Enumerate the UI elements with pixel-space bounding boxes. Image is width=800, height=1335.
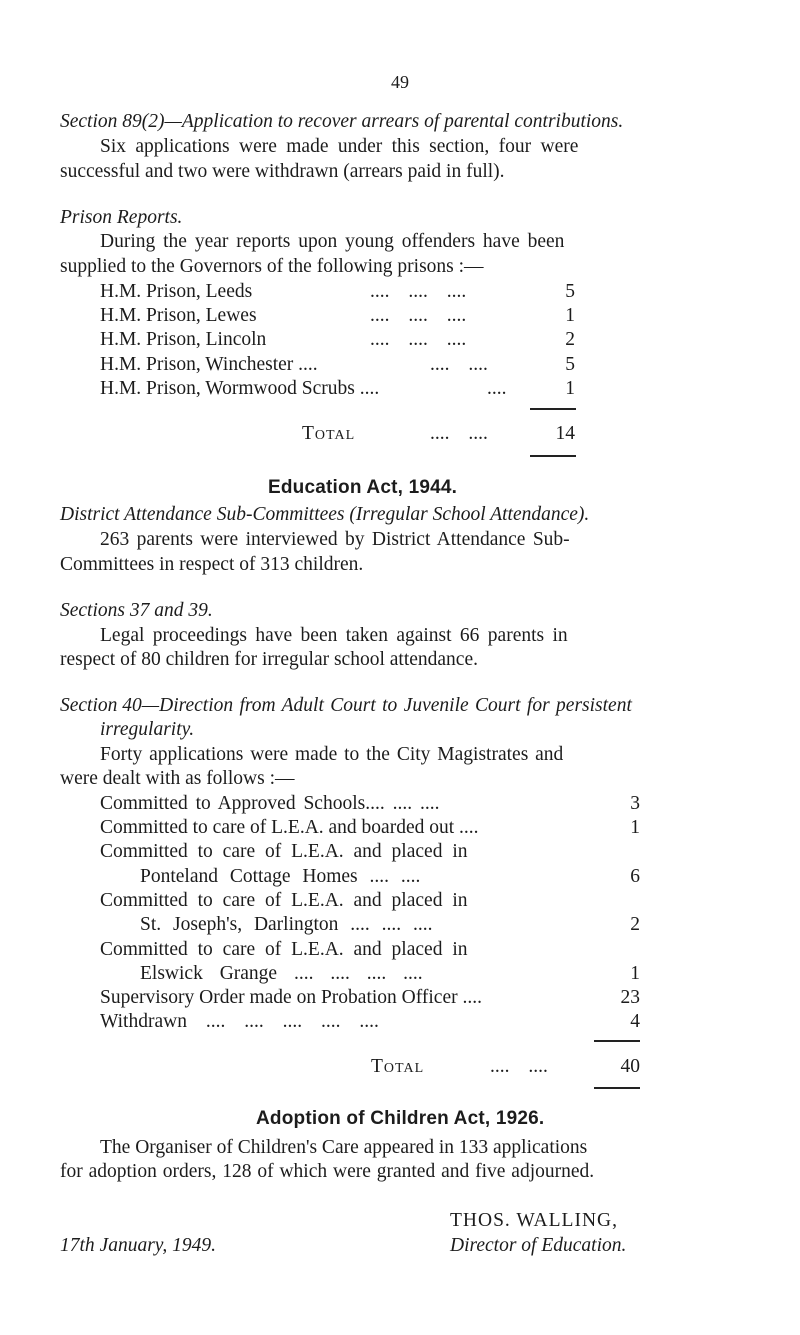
prison-row-dots: .... .... .... <box>370 305 467 326</box>
prison-row-dots: .... .... .... <box>370 281 467 302</box>
district-body-line-1: 263 parents were interviewed by District Attendance Sub- <box>100 529 570 550</box>
disposal-row-value: 4 <box>630 1011 640 1032</box>
education-act-heading: Education Act, 1944. <box>268 477 458 498</box>
disposal-row-value: 2 <box>630 914 640 935</box>
disposal-row-text-cont: Elswick Grange .... .... .... .... <box>140 963 423 984</box>
prison-row-dots: .... <box>487 378 507 399</box>
prison-row-label: H.M. Prison, Leeds <box>100 281 253 302</box>
signature-title: Director of Education. <box>450 1235 627 1256</box>
prison-total-value: 14 <box>555 423 575 444</box>
section-40-total-value: 40 <box>620 1056 640 1077</box>
disposal-row-text: Committed to care of L.E.A. and placed in <box>100 890 468 911</box>
district-body-line-2: Committees in respect of 313 children. <box>60 554 364 575</box>
prison-intro-line-1: During the year reports upon young offenders have been <box>100 231 565 252</box>
disposal-row-value: 3 <box>630 793 640 814</box>
disposal-row-text: Withdrawn .... .... .... .... .... <box>100 1011 379 1032</box>
prison-row-value: 5 <box>565 354 575 375</box>
section-40-total-rule-bottom <box>594 1087 640 1089</box>
adoption-body-line-2: for adoption orders, 128 of which were granted and five adjourned. <box>60 1161 595 1182</box>
prison-intro-line-2: supplied to the Governors of the following prisons :— <box>60 256 484 277</box>
section-89-number: Section 89(2)— <box>60 111 182 132</box>
section-89-body-line-1: Six applications were made under this section, four were <box>100 136 579 157</box>
prison-row-label: H.M. Prison, Winchester .... <box>100 354 318 375</box>
disposal-row-text: Supervisory Order made on Probation Officer .... <box>100 987 482 1008</box>
prison-reports-heading: Prison Reports. <box>60 207 183 228</box>
prison-row-dots: .... .... .... <box>370 329 467 350</box>
disposal-row-text: Committed to care of L.E.A. and placed in <box>100 841 468 862</box>
adoption-body-line-1: The Organiser of Children's Care appeared in 133 applications <box>100 1137 588 1158</box>
district-attendance-heading: District Attendance Sub-Committees (Irregular School Attendance). <box>60 504 590 525</box>
section-40-number: Section 40— <box>60 695 160 716</box>
section-89-body-line-2: successful and two were withdrawn (arrears paid in full). <box>60 161 505 182</box>
prison-row-label: H.M. Prison, Lewes <box>100 305 257 326</box>
disposal-row-value: 1 <box>630 963 640 984</box>
section-40-heading <box>60 694 632 718</box>
section-40-total-dots: .... .... <box>490 1056 548 1077</box>
section-40-total-label: Total <box>371 1056 425 1077</box>
prison-row-dots: .... .... <box>430 354 488 375</box>
prison-row-value: 2 <box>565 329 575 350</box>
section-40-body-line-1: Forty applications were made to the City Magistrates and <box>100 744 564 765</box>
section-40-body-line-2: were dealt with as follows :— <box>60 768 295 789</box>
prison-total-label: Total <box>302 423 356 444</box>
prison-row-label: H.M. Prison, Lincoln <box>100 329 267 350</box>
disposal-row-value: 1 <box>630 817 640 838</box>
disposal-row-text-cont: St. Joseph's, Darlington .... .... .... <box>140 914 433 935</box>
signature-name: THOS. WALLING, <box>450 1210 619 1231</box>
prison-total-rule-top <box>530 408 576 410</box>
section-89-title: Application to recover arrears of parental contributions. <box>181 111 624 132</box>
disposal-row-text: Committed to care of L.E.A. and placed in <box>100 939 468 960</box>
signature-date <box>60 1234 216 1258</box>
disposal-row-text-cont: Ponteland Cottage Homes .... .... <box>140 866 421 887</box>
section-89-heading <box>60 110 623 134</box>
disposal-row-text: Committed to Approved Schools.... .... .... <box>100 793 440 814</box>
disposal-row-text: Committed to care of L.E.A. and boarded out .... <box>100 817 479 838</box>
prison-total-dots: .... .... <box>430 423 488 444</box>
prison-row-value: 1 <box>565 378 575 399</box>
page-number: 49 <box>391 72 409 92</box>
sections-37-39-body-line-1: Legal proceedings have been taken against 66 parents in <box>100 625 568 646</box>
section-40-total-rule-top <box>594 1040 640 1042</box>
section-40-heading-cont: irregularity. <box>100 719 195 740</box>
signature-date-text: 17th January, 1949. <box>60 1235 216 1256</box>
adoption-act-heading: Adoption of Children Act, 1926. <box>256 1108 545 1129</box>
prison-row-value: 1 <box>565 305 575 326</box>
disposal-row-value: 6 <box>630 866 640 887</box>
disposal-row-value: 23 <box>620 987 640 1008</box>
sections-37-39-body-line-2: respect of 80 children for irregular school attendance. <box>60 649 478 670</box>
section-40-title: Direction from Adult Court to Juvenile Court for persistent <box>159 695 632 716</box>
prison-total-rule-bottom <box>530 455 576 457</box>
prison-row-value: 5 <box>565 281 575 302</box>
prison-row-label: H.M. Prison, Wormwood Scrubs .... <box>100 378 380 399</box>
sections-37-39-heading: Sections 37 and 39. <box>60 600 213 621</box>
